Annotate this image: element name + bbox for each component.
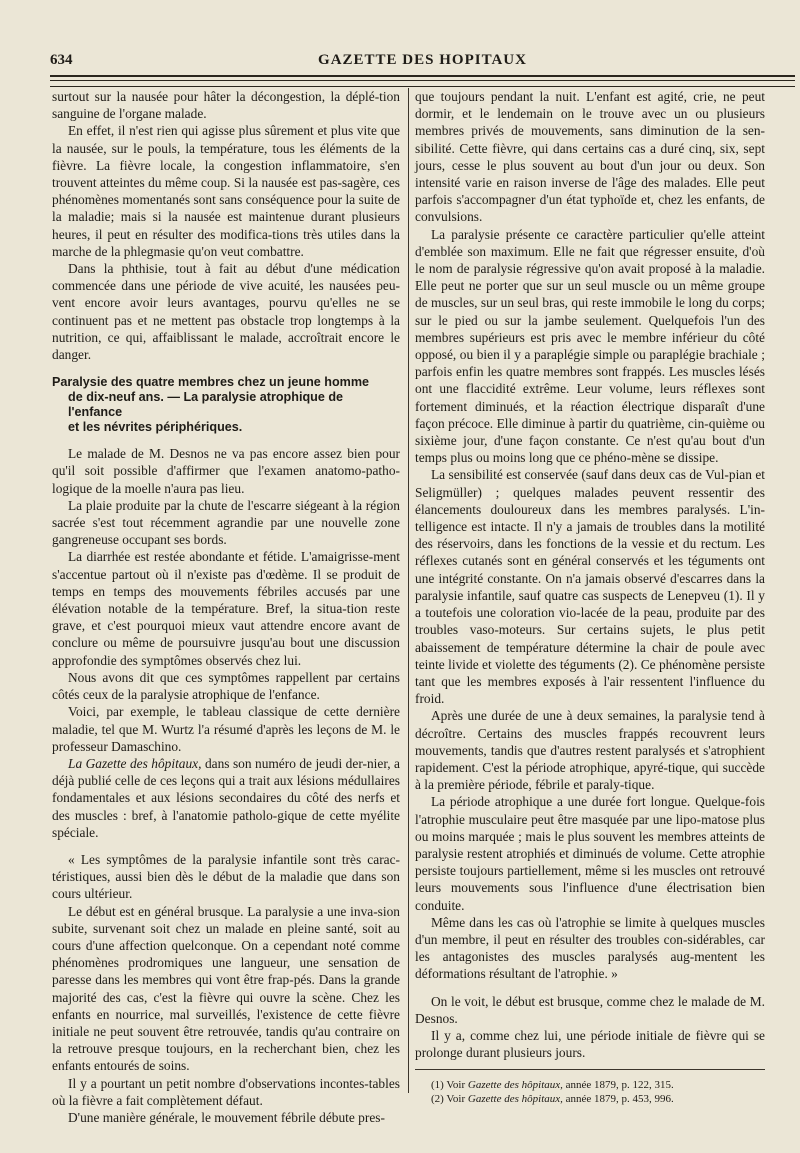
quote-paragraph: « Les symptômes de la paralysie infantile sont très carac-téristiques, aussi bien dès le début de la maladie que dans son cours ultérieur.	[52, 851, 400, 902]
footnote: (1) Voir Gazette des hôpitaux, année 1879, p. 122, 315.	[431, 1079, 674, 1092]
quote-paragraph: La paralysie présente ce caractère particulier qu'elle atteint d'emblée son maximum. Elle ne fait que régresser ensuite, d'où le nom de paralysie régressive qu'on avait proposé à la maladie. Elle peut ne porter que sur un seul muscle ou un même groupe de muscles, sur un seul bras, qui reste immobile le long du corps; sur le pied ou sur la jambe seulement. Quelquefois l'un des membres supérieurs est pris avec le membre inférieur du côté opposé, ou bien il y a paraplégie simple ou paraplégie brachiale ; parfois enfin les quatre membres sont frappés. Les muscles lésés ont une flaccidité extrême. Leur volume, leurs réflexes sont fortement diminués, et la réaction électrique disparaît d'une façon précoce. Elle diminue à partir du quatrième, cin-quième ou sixième jour, d'une façon constante. Ce n'est qu'au bout d'un temps plus ou moins long que ce phéno-mène se dissipe.	[415, 226, 765, 466]
footnotes-rule	[415, 1069, 765, 1070]
left-column	[52, 88, 400, 1126]
quote-paragraph: Après une durée de une à deux semaines, la paralysie tend à décroître. Certains des muscles frappés recouvrent leurs mouvements, tandis que d'autres restent paralysés et s'atrophient rapidement. C'est la période atrophique, apyré-tique, qui succède à la première période, fébrile et paraly-tique.	[415, 708, 765, 793]
header-rule	[50, 86, 795, 87]
journal-title: GAZETTE DES HOPITAUX	[318, 52, 527, 68]
paragraph: En effet, il n'est rien qui agisse plus sûrement et plus vite que la nausée, sur le pouls, la température, tous les éléments de la fièvre. La fièvre locale, la congestion inflammatoire, s'en trouvent atteintes du même coup. Si la nausée est pas-sagère, ces phénomènes momentanés sont sans conséquence pour la suite de la maladie; mais si la nausée est maintenue durant plusieurs heures, il peut en résulter des modifica-tions très utiles dans la marche de la phlegmasie qu'on veut combattre.	[52, 123, 400, 259]
header-rule	[50, 80, 795, 81]
page-number: 634	[50, 52, 73, 68]
quote-paragraph: D'une manière générale, le mouvement fébrile débute pres-	[68, 1109, 385, 1125]
quote-paragraph: que toujours pendant la nuit. L'enfant est agité, crie, ne peut dormir, et le lendemain on le trouve avec un ou plusieurs membres privés de mouvements, sans diminution de la sen-sibilité. Cette fièvre, qui dans certains cas a duré cinq, six, sept jours, cesse le plus souvent au bout d'un jour ou deux. Son intensité varie en raison inverse de l'âge des malades. Elle peut parfois s'accompagner d'un état typhoïde et, chez les enfants, de convulsions.	[415, 89, 765, 225]
quote-paragraph: Il y a pourtant un petit nombre d'observations incontes-tables où la fièvre a fait complètement défaut.	[52, 1075, 400, 1108]
footnote-journal: Gazette des hôpitaux,	[467, 1093, 563, 1106]
footnote: (2) Voir Gazette des hôpitaux, année 1879, p. 453, 996.	[431, 1093, 674, 1106]
quote-paragraph: Même dans les cas où l'atrophie se limite à quelques muscles d'un membre, il peut en résulter des troubles con-sidérables, car les antagonistes des muscles paralysés aug-mentent les déformations résultant de l'atrophie. »	[415, 914, 765, 982]
section-heading	[52, 375, 400, 435]
header-rule	[50, 75, 795, 77]
right-column	[415, 88, 765, 1106]
paragraph: La diarrhée est restée abondante et fétide. L'amaigrisse-ment s'accentue partout où il n'existe pas d'œdème. Il se produit de temps en temps des mouvements fébriles accusés par une élévation notable de la température. Bref, la situa-tion reste grave, et c'est pourquoi mieux vaut attendre encore avant de conclure ou même de poursuivre jusqu'au bout une discussion approfondie des symptômes observés chez lui.	[52, 549, 400, 668]
section-heading-line: de dix-neuf ans. — La paralysie atrophique de l'enfance	[68, 390, 344, 420]
quote-paragraph: La sensibilité est conservée (sauf dans deux cas de Vul-pian et Seligmüller) ; quelques malades peuvent ressentir des élancements douloureux dans les membres paralysés. L'in-telligence est intacte. Il n'y a jamais de troubles dans la motilité des réservoirs, dans les fonctions de la vessie et du rectum. Les réflexes cutanés sont en général conservés et les téguments ont une intégrité constante. On n'a jamais observé d'escarres dans la paralysie infantile, sauf quatre cas suspects de Lenepveu (1). Il y a toutefois une coloration vio-lacée de la peau, produite par des troubles vaso-moteurs. Sur certains sujets, le plus petit abaissement de température détermine la chair de poule avec teinte livide et violette des téguments (2). Ce phénomène persiste tant que les membres exposés à l'air ressentent l'influence du froid.	[415, 467, 765, 707]
paragraph-text: dans son numéro de jeudi der-nier, a déjà publié celle de ces leçons qui a trait aux lésions médullaires fondamentales et aux lésions secondaires du côté des nerfs et des muscles : bref, à l'anatomie patholo-gique de cette myélite spéciale.	[52, 755, 400, 840]
paragraph	[52, 755, 400, 841]
paragraph: On le voit, le début est brusque, comme chez le malade de M. Desnos.	[415, 993, 765, 1026]
paragraph: La plaie produite par la chute de l'escarre siégeant à la région sacrée s'est tout récemment agrandie par une nouvelle zone gangreneuse occupant ses bords.	[52, 497, 400, 548]
paragraph: Le malade de M. Desnos ne va pas encore assez bien pour qu'il soit possible d'affirmer que l'examen anatomo-patho-logique de la moelle n'aura pas lieu.	[52, 446, 400, 496]
section-heading-line: Paralysie des quatre membres chez un jeune homme	[52, 375, 370, 390]
paragraph: surtout sur la nausée pour hâter la décongestion, la déplé-tion sanguine de l'organe malade.	[52, 89, 400, 122]
footnote-journal: Gazette des hôpitaux,	[467, 1079, 563, 1092]
page-header	[50, 52, 795, 72]
column-divider	[408, 88, 409, 1093]
paragraph: Voici, par exemple, le tableau classique de cette dernière maladie, tel que M. Wurtz l'a résumé d'après les leçons de M. le professeur Damaschino.	[52, 704, 400, 754]
paragraph: Il y a, comme chez lui, une période initiale de fièvre qui se prolonge durant plusieurs jours.	[415, 1027, 765, 1061]
paragraph: Dans la phthisie, tout à fait au début d'une médication commencée dans une période de vive acuité, les nausées peu-vent encore avoir leurs avantages, pourvu qu'elles ne se continuent pas et ne mettent pas obstacle trop longtemps à la nutrition, ce qui, affaiblissant le malade, accroîtrait encore le danger.	[52, 261, 400, 363]
journal-reference: La Gazette des hôpitaux,	[68, 755, 202, 771]
quote-paragraph: Le début est en général brusque. La paralysie a une inva-sion subite, survenant soit chez un malade en pleine santé, soit au cours d'une affection quelconque. On a cependant noté comme phénomènes prodromiques une langueur, une sensation de paresse dans les membres qui vont être frap-pés. Dans la grande majorité des cas, c'est la fièvre qui ouvre la scène. Chez les enfants en nourrice, mal surveillés, l'existence de cette fièvre initiale ne peut souvent être retrouvée, tandis qu'au contraire on la retrouve presque toujours, en la recherchant bien, chez les enfants entourés de soins.	[52, 903, 400, 1074]
paragraph: Nous avons dit que ces symptômes rappellent par certains côtés ceux de la paralysie atrophique de l'enfance.	[52, 669, 400, 703]
quote-paragraph: La période atrophique a une durée fort longue. Quelque-fois l'atrophie musculaire peut être masquée par une lipo-matose plus ou moins marquée ; mais le plus souvent les membres atteints de paralysie restent atrophiés et diminués de volume. Cette atrophie persiste toujours partiellement, même si les muscles ont retrouvé leurs mouvements sous l'influence d'une électrisation bien conduite.	[415, 794, 765, 913]
section-heading-line: et les névrites périphériques.	[68, 420, 243, 435]
